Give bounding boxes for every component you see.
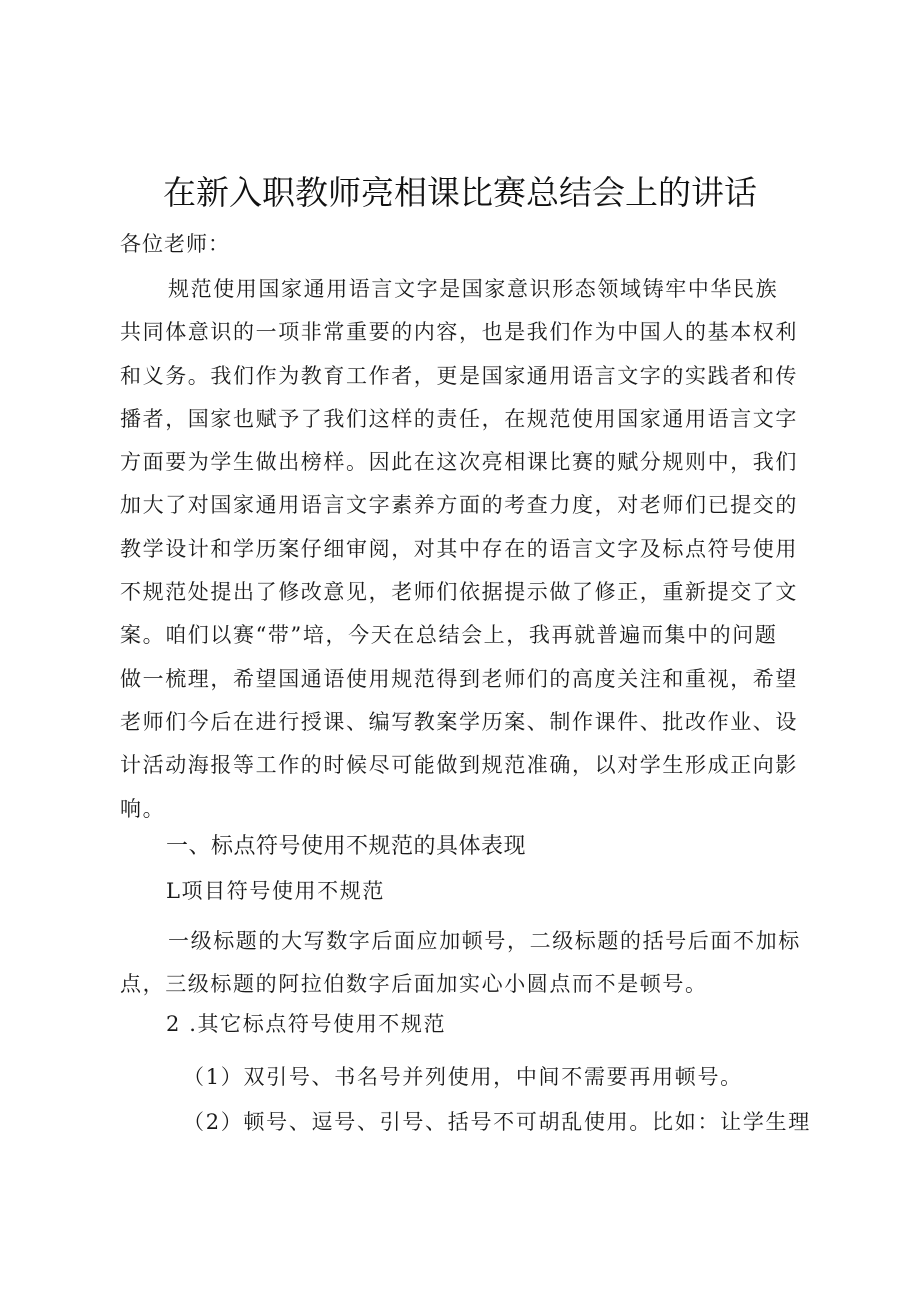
subheading: 2 .其它标点符号使用不规范 [166, 1012, 447, 1036]
paragraph-line: 教学设计和学历案仔细审阅，对其中存在的语言文字及标点符号使用 [120, 536, 798, 561]
paragraph-line: 加大了对国家通用语言文字素养方面的考查力度，对老师们已提交的 [120, 493, 798, 518]
list-item: （1）双引号、书名号并列使用，中间不需要再用顿号。 [183, 1065, 743, 1089]
paragraph-line: 点，三级标题的阿拉伯数字后面加实心小圆点而不是顿号。 [120, 972, 708, 997]
paragraph-line: 老师们今后在进行授课、编写教案学历案、制作课件、批改作业、设 [120, 709, 798, 734]
document-title: 在新入职教师亮相课比赛总结会上的讲话 [163, 173, 757, 212]
list-item: （2）顿号、逗号、引号、括号不可胡乱使用。比如：让学生理 [183, 1110, 811, 1134]
paragraph-line: 共同体意识的一项非常重要的内容，也是我们作为中国人的基本权利 [120, 320, 798, 345]
paragraph-line: 做一梳理，希望国通语使用规范得到老师们的高度关注和重视，希望 [120, 666, 798, 691]
section-heading: 一、标点符号使用不规范的具体表现 [166, 834, 527, 859]
paragraph-intro [120, 268, 820, 831]
paragraph-line: 不规范处提出了修改意见，老师们依据提示做了修正，重新提交了文 [120, 580, 798, 605]
paragraph-line: 方面要为学生做出榜样。因此在这次亮相课比赛的赋分规则中，我们 [120, 450, 798, 475]
paragraph-titles [120, 920, 820, 1007]
paragraph-line: 播者，国家也赋予了我们这样的责任，在规范使用国家通用语言文字 [120, 406, 798, 431]
paragraph-line: 和义务。我们作为教育工作者，更是国家通用语言文字的实践者和传 [120, 363, 798, 388]
paragraph-line: 规范使用国家通用语言文字是国家意识形态领域铸牢中华民族 [168, 277, 779, 301]
subheading: L项目符号使用不规范 [166, 879, 385, 903]
paragraph-line: 响。 [120, 796, 166, 821]
paragraph-line: 一级标题的大写数字后面应加顿号，二级标题的括号后面不加标 [168, 929, 801, 953]
paragraph-line: 计活动海报等工作的时候尽可能做到规范准确，以对学生形成正向影 [120, 753, 798, 778]
greeting: 各位老师： [120, 232, 230, 256]
paragraph-line: 案。咱们以赛“带”培，今天在总结会上，我再就普遍而集中的问题 [120, 623, 778, 648]
